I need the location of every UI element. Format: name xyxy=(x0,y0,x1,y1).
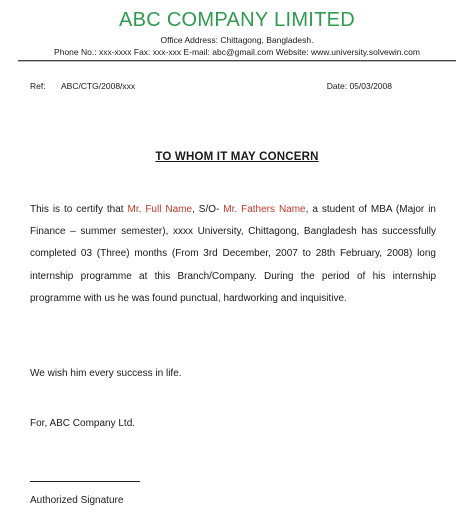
closing-line: For, ABC Company Ltd. xyxy=(30,418,136,429)
wish-line: We wish him every success in life. xyxy=(30,368,182,379)
reference-label: Ref: xyxy=(30,81,46,91)
company-name: ABC COMPANY LIMITED xyxy=(118,9,356,31)
student-name: Mr. Full Name xyxy=(127,204,193,215)
father-name: Mr. Fathers Name xyxy=(223,204,306,215)
office-address: Office Address: Chittagong, Bangladesh. xyxy=(160,35,314,45)
body-text-2: , S/O- xyxy=(192,204,224,215)
body-text-1: This is to certify that xyxy=(30,204,128,215)
body-text-3: , a student of MBA (Major in Finance – summer semester), xxxx University, Chittagong, Bangladesh has successfully completed 03 (Three) months (From 3rd December, 2007 to 28th February, 2008) long internship programme at this Branch/Company. During the period of his internship programme with us he was found punctual, hardworking and inquisitive. xyxy=(30,204,436,304)
reference xyxy=(30,81,135,91)
letterhead xyxy=(0,8,474,58)
letterhead-divider xyxy=(18,60,456,61)
signature-label: Authorized Signature xyxy=(30,495,124,506)
certificate-body xyxy=(30,199,436,310)
contact-line: Phone No.: xxx-xxxx Fax: xxx-xxx E-mail: abc@gmail.com Website: www.university.solvewin.com xyxy=(54,47,420,57)
signature-line xyxy=(30,481,140,482)
subject-heading: TO WHOM IT MAY CONCERN xyxy=(155,151,319,163)
letter-date: Date: 05/03/2008 xyxy=(326,81,392,91)
reference-line xyxy=(30,81,392,91)
reference-number: ABC/CTG/2008/xxx xyxy=(61,81,136,91)
